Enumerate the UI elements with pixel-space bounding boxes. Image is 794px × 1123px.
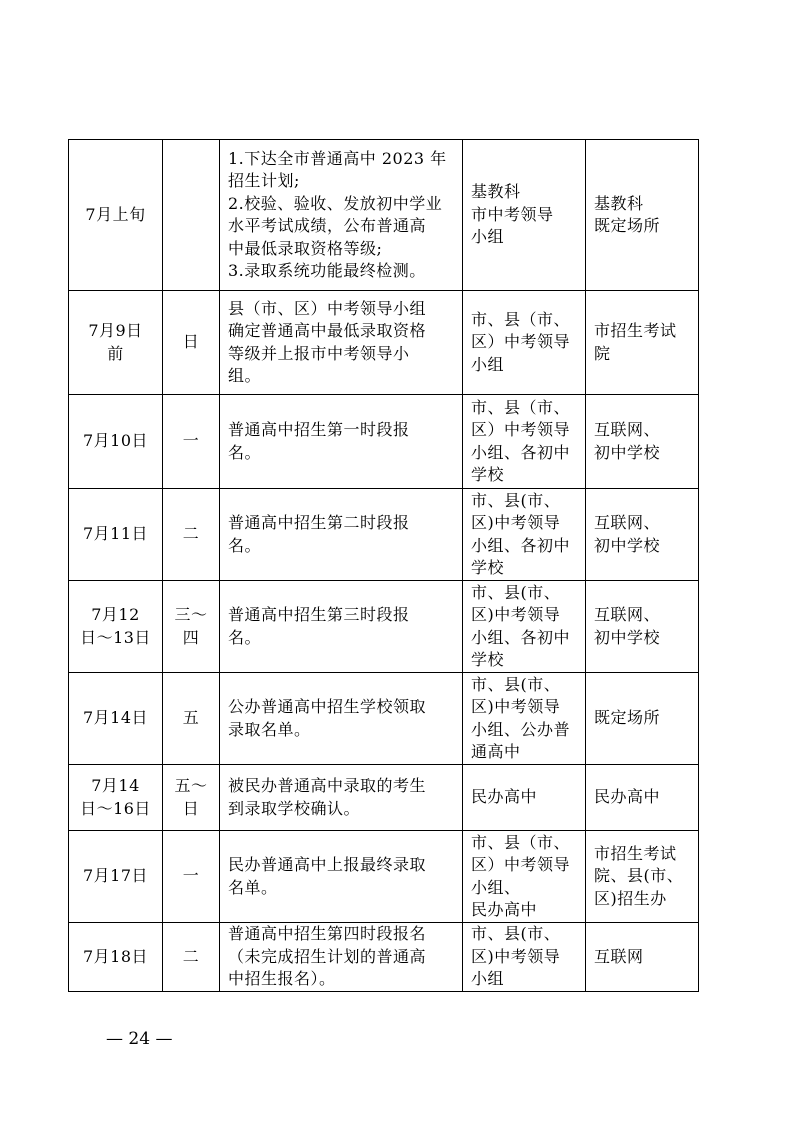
place-cell xyxy=(586,291,699,395)
cell-line: 市招生考试 xyxy=(594,321,677,340)
table-row xyxy=(69,765,699,831)
owner-cell xyxy=(463,765,586,831)
date-cell xyxy=(69,673,163,765)
cell-line: 学校 xyxy=(471,650,505,669)
weekday-cell xyxy=(163,581,220,673)
place-cell xyxy=(586,831,699,923)
cell-line: 既定场所 xyxy=(594,216,661,235)
cell-line: 初中学校 xyxy=(594,442,661,462)
weekday-cell xyxy=(163,765,220,831)
content-cell xyxy=(220,291,463,395)
owner-cell xyxy=(463,140,586,291)
cell-line: 普通高中招生第二时段报 xyxy=(228,513,410,532)
cell-line: 7月上旬 xyxy=(85,204,146,224)
owner-cell xyxy=(463,923,586,992)
weekday-cell xyxy=(163,291,220,395)
cell-line: 小组 xyxy=(471,354,505,374)
owner-cell xyxy=(463,395,586,489)
weekday-cell xyxy=(163,489,220,581)
cell-line: 区)中考领导 xyxy=(471,946,561,966)
cell-line: 民办高中 xyxy=(471,787,538,807)
content-cell xyxy=(220,923,463,992)
enrollment-schedule-table xyxy=(68,139,699,992)
cell-line: 民办高中 xyxy=(594,787,661,807)
weekday-cell xyxy=(163,831,220,923)
cell-line: 前 xyxy=(107,343,124,363)
content-cell xyxy=(220,581,463,673)
cell-line: 7月14日 xyxy=(82,708,149,728)
cell-line: 初中学校 xyxy=(594,627,661,647)
owner-cell xyxy=(463,581,586,673)
cell-line: 基教科 xyxy=(471,182,521,202)
cell-line: 区）中考领导 xyxy=(471,332,571,352)
content-cell xyxy=(220,831,463,923)
cell-line: 7月14 xyxy=(91,776,140,795)
date-cell xyxy=(69,395,163,489)
owner-cell xyxy=(463,673,586,765)
cell-line: 院、县(市、 xyxy=(594,866,684,886)
cell-line: 小组、各初中 xyxy=(471,535,571,555)
date-cell xyxy=(69,489,163,581)
cell-line: 日～16日 xyxy=(80,798,151,818)
cell-line: 一 xyxy=(182,866,200,886)
content-cell xyxy=(220,765,463,831)
cell-line: 公办普通高中招生学校领取 xyxy=(228,697,427,716)
cell-line: 小组、各初中 xyxy=(471,627,571,647)
cell-line: 中最低录取资格等级; xyxy=(228,238,383,258)
cell-line: 3.录取系统功能最终检测。 xyxy=(228,261,426,280)
cell-line: 小组、 xyxy=(471,877,521,897)
cell-line: 普通高中招生第四时段报名 xyxy=(228,924,427,943)
date-cell xyxy=(69,581,163,673)
cell-line: 初中学校 xyxy=(594,535,661,555)
cell-line: 市、县（市、 xyxy=(471,832,571,852)
cell-line: 小组 xyxy=(471,227,505,247)
cell-line: 7月10日 xyxy=(82,431,149,451)
cell-line: 名单。 xyxy=(228,877,278,897)
cell-line: 水平考试成绩，公布普通高 xyxy=(228,216,427,235)
cell-line: 1.下达全市普通高中 2023 年 xyxy=(228,148,447,168)
cell-line: 确定普通高中最低录取资格 xyxy=(228,321,427,340)
cell-line: 小组、各初中 xyxy=(471,442,571,462)
date-cell xyxy=(69,765,163,831)
owner-cell xyxy=(463,489,586,581)
cell-line: 中招生报名）。 xyxy=(228,969,336,988)
cell-line: 区)中考领导 xyxy=(471,513,561,532)
place-cell xyxy=(586,140,699,291)
cell-line: 区)中考领导 xyxy=(471,605,561,624)
table-row xyxy=(69,673,699,765)
page-number: — 24 — xyxy=(106,1029,173,1049)
cell-line: 市、县(市、 xyxy=(471,582,561,602)
table-row xyxy=(69,140,699,291)
cell-line: 7月18日 xyxy=(82,946,149,966)
cell-line: 录取名单。 xyxy=(228,719,311,739)
cell-line: 2.校验、验收、发放初中学业 xyxy=(228,193,443,213)
cell-line: （未完成招生计划的普通高 xyxy=(228,946,427,966)
place-cell xyxy=(586,395,699,489)
cell-line: 市、县(市、 xyxy=(471,924,561,943)
cell-line: 区)招生办 xyxy=(594,888,667,908)
owner-cell xyxy=(463,291,586,395)
cell-line: 小组、公办普 xyxy=(471,719,571,739)
cell-line: 互联网、 xyxy=(594,420,661,439)
cell-line: 互联网、 xyxy=(594,605,661,624)
weekday-cell xyxy=(163,673,220,765)
cell-line: 名。 xyxy=(228,442,262,462)
cell-line: 7月9日 xyxy=(88,321,143,340)
cell-line: 学校 xyxy=(471,465,505,484)
place-cell xyxy=(586,923,699,992)
date-cell xyxy=(69,923,163,992)
table-row xyxy=(69,395,699,489)
table-row xyxy=(69,291,699,395)
cell-line: 市、县（市、 xyxy=(471,397,571,417)
cell-line: 五～ xyxy=(174,776,208,795)
cell-line: 民办普通高中上报最终录取 xyxy=(228,855,427,874)
cell-line: 互联网、 xyxy=(594,513,661,532)
table-row xyxy=(69,581,699,673)
cell-line: 普通高中招生第一时段报 xyxy=(228,420,410,439)
cell-line: 7月12 xyxy=(91,605,140,624)
cell-line: 市、县(市、 xyxy=(471,674,561,694)
cell-line: 等级并上报市中考领导小 xyxy=(228,343,410,363)
cell-line: 四 xyxy=(182,627,200,647)
cell-line: 一 xyxy=(182,431,200,451)
cell-line: 基教科 xyxy=(594,193,644,213)
cell-line: 组。 xyxy=(228,366,262,385)
cell-line: 县（市、区）中考领导小组 xyxy=(228,298,427,318)
cell-line: 区)中考领导 xyxy=(471,697,561,716)
content-cell xyxy=(220,489,463,581)
cell-line: 日～13日 xyxy=(80,627,151,647)
place-cell xyxy=(586,581,699,673)
cell-line: 日 xyxy=(182,332,200,352)
cell-line: 二 xyxy=(182,524,200,544)
place-cell xyxy=(586,765,699,831)
cell-line: 被民办普通高中录取的考生 xyxy=(228,776,427,795)
cell-line: 7月17日 xyxy=(82,866,149,886)
cell-line: 院 xyxy=(594,343,611,363)
cell-line: 民办高中 xyxy=(471,900,538,919)
cell-line: 小组 xyxy=(471,969,505,988)
cell-line: 五 xyxy=(182,708,200,728)
cell-line: 市、县（市、 xyxy=(471,309,571,329)
place-cell xyxy=(586,489,699,581)
cell-line: 7月11日 xyxy=(82,524,149,544)
place-cell xyxy=(586,673,699,765)
cell-line: 日 xyxy=(182,798,200,818)
cell-line: 市、县(市、 xyxy=(471,490,561,510)
schedule-body xyxy=(69,140,699,992)
cell-line: 区）中考领导 xyxy=(471,420,571,439)
date-cell xyxy=(69,831,163,923)
cell-line: 互联网 xyxy=(594,946,644,966)
weekday-cell xyxy=(163,395,220,489)
cell-line: 市中考领导 xyxy=(471,204,554,224)
date-cell xyxy=(69,291,163,395)
cell-line: 市招生考试 xyxy=(594,843,677,863)
table-row xyxy=(69,923,699,992)
content-cell xyxy=(220,140,463,291)
cell-line: 到录取学校确认。 xyxy=(228,798,361,818)
cell-line: 招生计划; xyxy=(228,171,300,190)
weekday-cell xyxy=(163,923,220,992)
date-cell xyxy=(69,140,163,291)
cell-line: 区）中考领导 xyxy=(471,855,571,874)
content-cell xyxy=(220,395,463,489)
cell-line: 名。 xyxy=(228,535,262,555)
owner-cell xyxy=(463,831,586,923)
cell-line: 既定场所 xyxy=(594,708,661,728)
content-cell xyxy=(220,673,463,765)
cell-line: 二 xyxy=(182,946,200,966)
cell-line: 普通高中招生第三时段报 xyxy=(228,605,410,624)
table-row xyxy=(69,489,699,581)
cell-line: 学校 xyxy=(471,558,505,577)
table-row xyxy=(69,831,699,923)
cell-line: 通高中 xyxy=(471,742,521,761)
cell-line: 名。 xyxy=(228,627,262,647)
weekday-cell xyxy=(163,140,220,291)
cell-line: 三～ xyxy=(174,605,208,624)
